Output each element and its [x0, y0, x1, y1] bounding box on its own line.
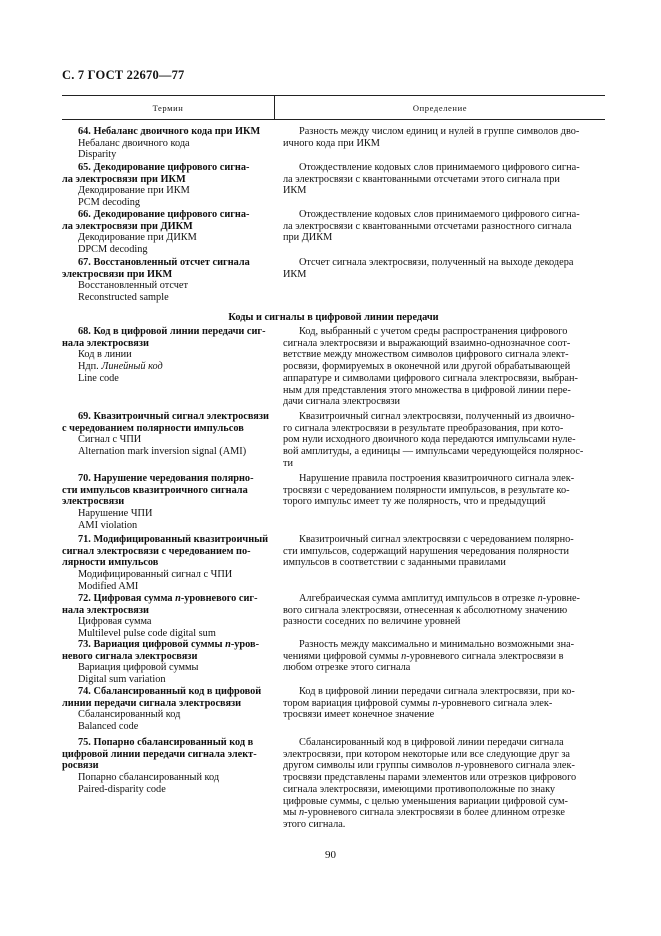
- term-heading-line: 66. Декодирование цифрового сигна-: [78, 209, 250, 220]
- page-header: С. 7 ГОСТ 22670—77: [62, 68, 185, 82]
- term-synonym-line: Balanced code: [78, 721, 139, 733]
- definition-line: ла электросвязи с квантованными отсчетами этого сигнала при: [283, 173, 560, 185]
- definition-line: любом отрезке этого сигнала: [283, 662, 411, 674]
- term-synonym-line: Сигнал с ЧПИ: [78, 434, 142, 446]
- definition-line: другом символы или группы символов n-уровневого сигнала элек-: [283, 760, 575, 772]
- term-heading-line: электросвязи: [62, 496, 125, 508]
- term-synonym-line: Line code: [78, 372, 119, 384]
- definition-line: сигнала электросвязи и выражающий взаимно-однозначное соот-: [283, 337, 571, 349]
- definition-line: ИКМ: [283, 268, 307, 280]
- definition-line: сти импульсов, содержащий нарушения чередования полярности: [283, 545, 569, 557]
- term-cell: [62, 473, 268, 532]
- term-synonym-line: Восстановленный отсчет: [78, 280, 188, 292]
- term-cell: [62, 639, 268, 686]
- definition-cell: [283, 411, 601, 470]
- definition-line: чениями цифровой суммы n-уровневого сигнала электросвязи в: [283, 650, 564, 662]
- term-heading-line: сигнал электросвязи с чередованием по-: [62, 545, 251, 557]
- term-heading-line: сти импульсов квазитроичного сигнала: [62, 484, 248, 496]
- definition-line: мы n-уровневого сигнала электросвязи в более длинном отрезке: [283, 807, 565, 819]
- term-synonym-line: Digital sum variation: [78, 674, 166, 686]
- definition-line: вой амплитуды, а единицы — импульсами чередующейся полярнос-: [283, 446, 584, 458]
- definition-line: сигнала электросвязи, имеющими противоположные по знаку: [283, 783, 556, 795]
- term-synonym-line: Ндп. Линейный код: [78, 361, 163, 373]
- term-synonym-line: Декодирование при ИКМ: [78, 185, 190, 197]
- definition-line: дачи сигнала электросвязи: [283, 396, 401, 408]
- term-heading-line: ла электросвязи при ДИКМ: [62, 220, 193, 232]
- definition-line: ичного кода при ИКМ: [283, 137, 380, 149]
- term-synonym-line: Paired-disparity code: [78, 783, 166, 795]
- term-synonym-line: Multilevel pulse code digital sum: [78, 628, 216, 640]
- definition-line: Отождествление кодовых слов принимаемого цифрового сигна-: [299, 209, 580, 220]
- term-heading-line: 68. Код в цифровой линии передачи сиг-: [78, 326, 266, 337]
- table-header-rule: [62, 119, 605, 120]
- definition-cell: [283, 593, 601, 628]
- definition-line: торого импульс имеет ту же полярность, что и предыдущий: [283, 496, 546, 508]
- definition-line: Код, выбранный с учетом среды распространения цифрового: [299, 326, 568, 337]
- term-cell: [62, 162, 268, 209]
- term-synonym-line: Alternation mark inversion signal (AMI): [78, 446, 247, 458]
- term-synonym-line: Сбалансированный код: [78, 709, 181, 721]
- definition-line: разности соседних по величине уровней: [283, 616, 461, 628]
- definition-line: этого сигнала.: [283, 818, 346, 830]
- definition-cell: [283, 473, 601, 508]
- definition-line: импульсов в соответствии с заданными правилами: [283, 557, 506, 569]
- definition-line: Квазитроичный сигнал электросвязи с чередованием полярно-: [299, 534, 574, 545]
- term-synonym-line: Декодирование при ДИКМ: [78, 232, 197, 244]
- term-cell: [62, 534, 268, 593]
- definition-line: цифровые суммы, с целью уменьшения вариации цифровой сум-: [283, 795, 568, 807]
- term-cell: [62, 737, 268, 796]
- term-heading-line: 69. Квазитроичный сигнал электросвязи: [78, 411, 269, 422]
- definition-line: ром нули исходного двоичного кода передаются импульсами нуле-: [283, 434, 576, 446]
- page-number: 90: [325, 849, 336, 861]
- term-synonym-line: Код в линии: [78, 349, 132, 361]
- column-header-term: Термин: [152, 103, 184, 113]
- term-synonym-line: Небаланс двоичного кода: [78, 137, 190, 149]
- term-cell: [62, 257, 268, 304]
- term-heading-line: 74. Сбалансированный код в цифровой: [78, 686, 262, 697]
- definition-cell: [283, 126, 601, 149]
- term-synonym-line: AMI violation: [78, 519, 138, 531]
- term-heading-line: 70. Нарушение чередования полярно-: [78, 473, 254, 484]
- term-heading-line: электросвязи при ИКМ: [62, 268, 173, 280]
- term-synonym-line: Modified AMI: [78, 580, 139, 592]
- definition-cell: [283, 737, 601, 831]
- definition-line: аппаратуре и символами цифрового сигнала электросвязи, выбран-: [283, 372, 578, 384]
- term-heading-line: линии передачи сигнала электросвязи: [62, 697, 242, 709]
- term-heading-line: 64. Небаланс двоичного кода при ИКМ: [78, 126, 261, 137]
- term-heading-line: 75. Попарно сбалансированный код в: [78, 737, 254, 748]
- definition-line: Квазитроичный сигнал электросвязи, полученный из двоично-: [299, 411, 575, 422]
- term-synonym-line: PCM decoding: [78, 197, 141, 209]
- definition-cell: [283, 639, 601, 674]
- term-heading-line: лярности импульсов: [62, 557, 159, 569]
- definition-line: Разность между числом единиц и нулей в группе символов дво-: [299, 126, 580, 137]
- term-heading-line: 71. Модифицированный квазитроичный: [78, 534, 269, 545]
- term-heading-line: невого сигнала электросвязи: [62, 650, 198, 662]
- term-cell: [62, 126, 268, 161]
- term-heading-line: 65. Декодирование цифрового сигна-: [78, 162, 250, 173]
- term-synonym-line: Попарно сбалансированный код: [78, 772, 220, 784]
- definition-line: Алгебраическая сумма амплитуд импульсов в отрезке n-уровне-: [299, 593, 580, 604]
- definition-line: Разность между максимально и минимально возможными зна-: [299, 639, 575, 650]
- definition-line: тором вариация цифровой суммы n-уровневого сигнала элек-: [283, 697, 553, 709]
- definition-line: тросвязи представлены парами элементов или отрезков цифрового: [283, 772, 577, 784]
- term-heading-line: нала электросвязи: [62, 604, 149, 616]
- table-top-rule: [62, 95, 605, 96]
- definition-line: Отсчет сигнала электросвязи, полученный на выходе декодера: [299, 257, 574, 268]
- definition-cell: [283, 257, 601, 280]
- term-synonym-line: DPCM decoding: [78, 244, 148, 256]
- definition-line: тросвязи имеет конечное значение: [283, 709, 435, 721]
- definition-line: ИКМ: [283, 185, 307, 197]
- definition-line: ным для представления этого множества в цифровой линии пере-: [283, 384, 571, 396]
- definition-line: вого сигнала электросвязи, отнесенная к абсолютному значению: [283, 604, 568, 616]
- term-cell: [62, 593, 268, 640]
- definition-line: росвязи, формируемых в оконечной или другой обрабатывающей: [283, 361, 571, 373]
- term-synonym-line: Модифицированный сигнал с ЧПИ: [78, 569, 233, 581]
- term-heading-line: 73. Вариация цифровой суммы n-уров-: [78, 639, 260, 650]
- definition-cell: [283, 326, 601, 408]
- definition-line: ти: [283, 457, 294, 469]
- term-heading-line: нала электросвязи: [62, 337, 149, 349]
- term-heading-line: с чередованием полярности импульсов: [62, 422, 244, 434]
- term-cell: [62, 686, 268, 733]
- term-heading-line: цифровой линии передачи сигнала элект-: [62, 748, 257, 760]
- term-cell: [62, 411, 268, 458]
- definition-cell: [283, 534, 601, 569]
- section-title: Коды и сигналы в цифровой линии передачи: [228, 312, 439, 323]
- term-synonym-line: Вариация цифровой суммы: [78, 662, 199, 674]
- term-cell: [62, 209, 268, 256]
- definition-line: Нарушение правила построения квазитроичного сигнала элек-: [299, 473, 575, 484]
- term-heading-line: 72. Цифровая сумма n-уровневого сиг-: [78, 593, 258, 604]
- definition-cell: [283, 686, 601, 721]
- term-synonym-line: Disparity: [78, 149, 117, 161]
- term-synonym-line: Цифровая сумма: [78, 616, 152, 628]
- term-cell: [62, 326, 268, 385]
- definition-line: го сигнала электросвязи в результате преобразования, при кото-: [283, 422, 564, 434]
- term-heading-line: ла электросвязи при ИКМ: [62, 173, 186, 185]
- definition-line: при ДИКМ: [283, 232, 333, 244]
- definition-line: Сбалансированный код в цифровой линии передачи сигнала: [299, 737, 564, 748]
- term-heading-line: 67. Восстановленный отсчет сигнала: [78, 257, 250, 268]
- term-heading-line: росвязи: [62, 760, 99, 772]
- definition-line: тросвязи с чередованием полярности импульсов, в результате ко-: [283, 484, 570, 496]
- term-synonym-line: Reconstructed sample: [78, 292, 169, 304]
- definition-cell: [283, 162, 601, 197]
- column-header-definition: Определение: [412, 103, 468, 113]
- definition-cell: [283, 209, 601, 244]
- term-synonym-line: Нарушение ЧПИ: [78, 508, 153, 520]
- definition-line: Код в цифровой линии передачи сигнала электросвязи, при ко-: [299, 686, 575, 697]
- definition-line: электросвязи, при котором некоторые или все следующие друг за: [283, 748, 570, 760]
- definition-line: ветствие между множеством символов цифрового сигнала элект-: [283, 349, 569, 361]
- definition-line: ла электросвязи с квантованными отсчетами разностного сигнала: [283, 220, 572, 232]
- definition-line: Отождествление кодовых слов принимаемого цифрового сигна-: [299, 162, 580, 173]
